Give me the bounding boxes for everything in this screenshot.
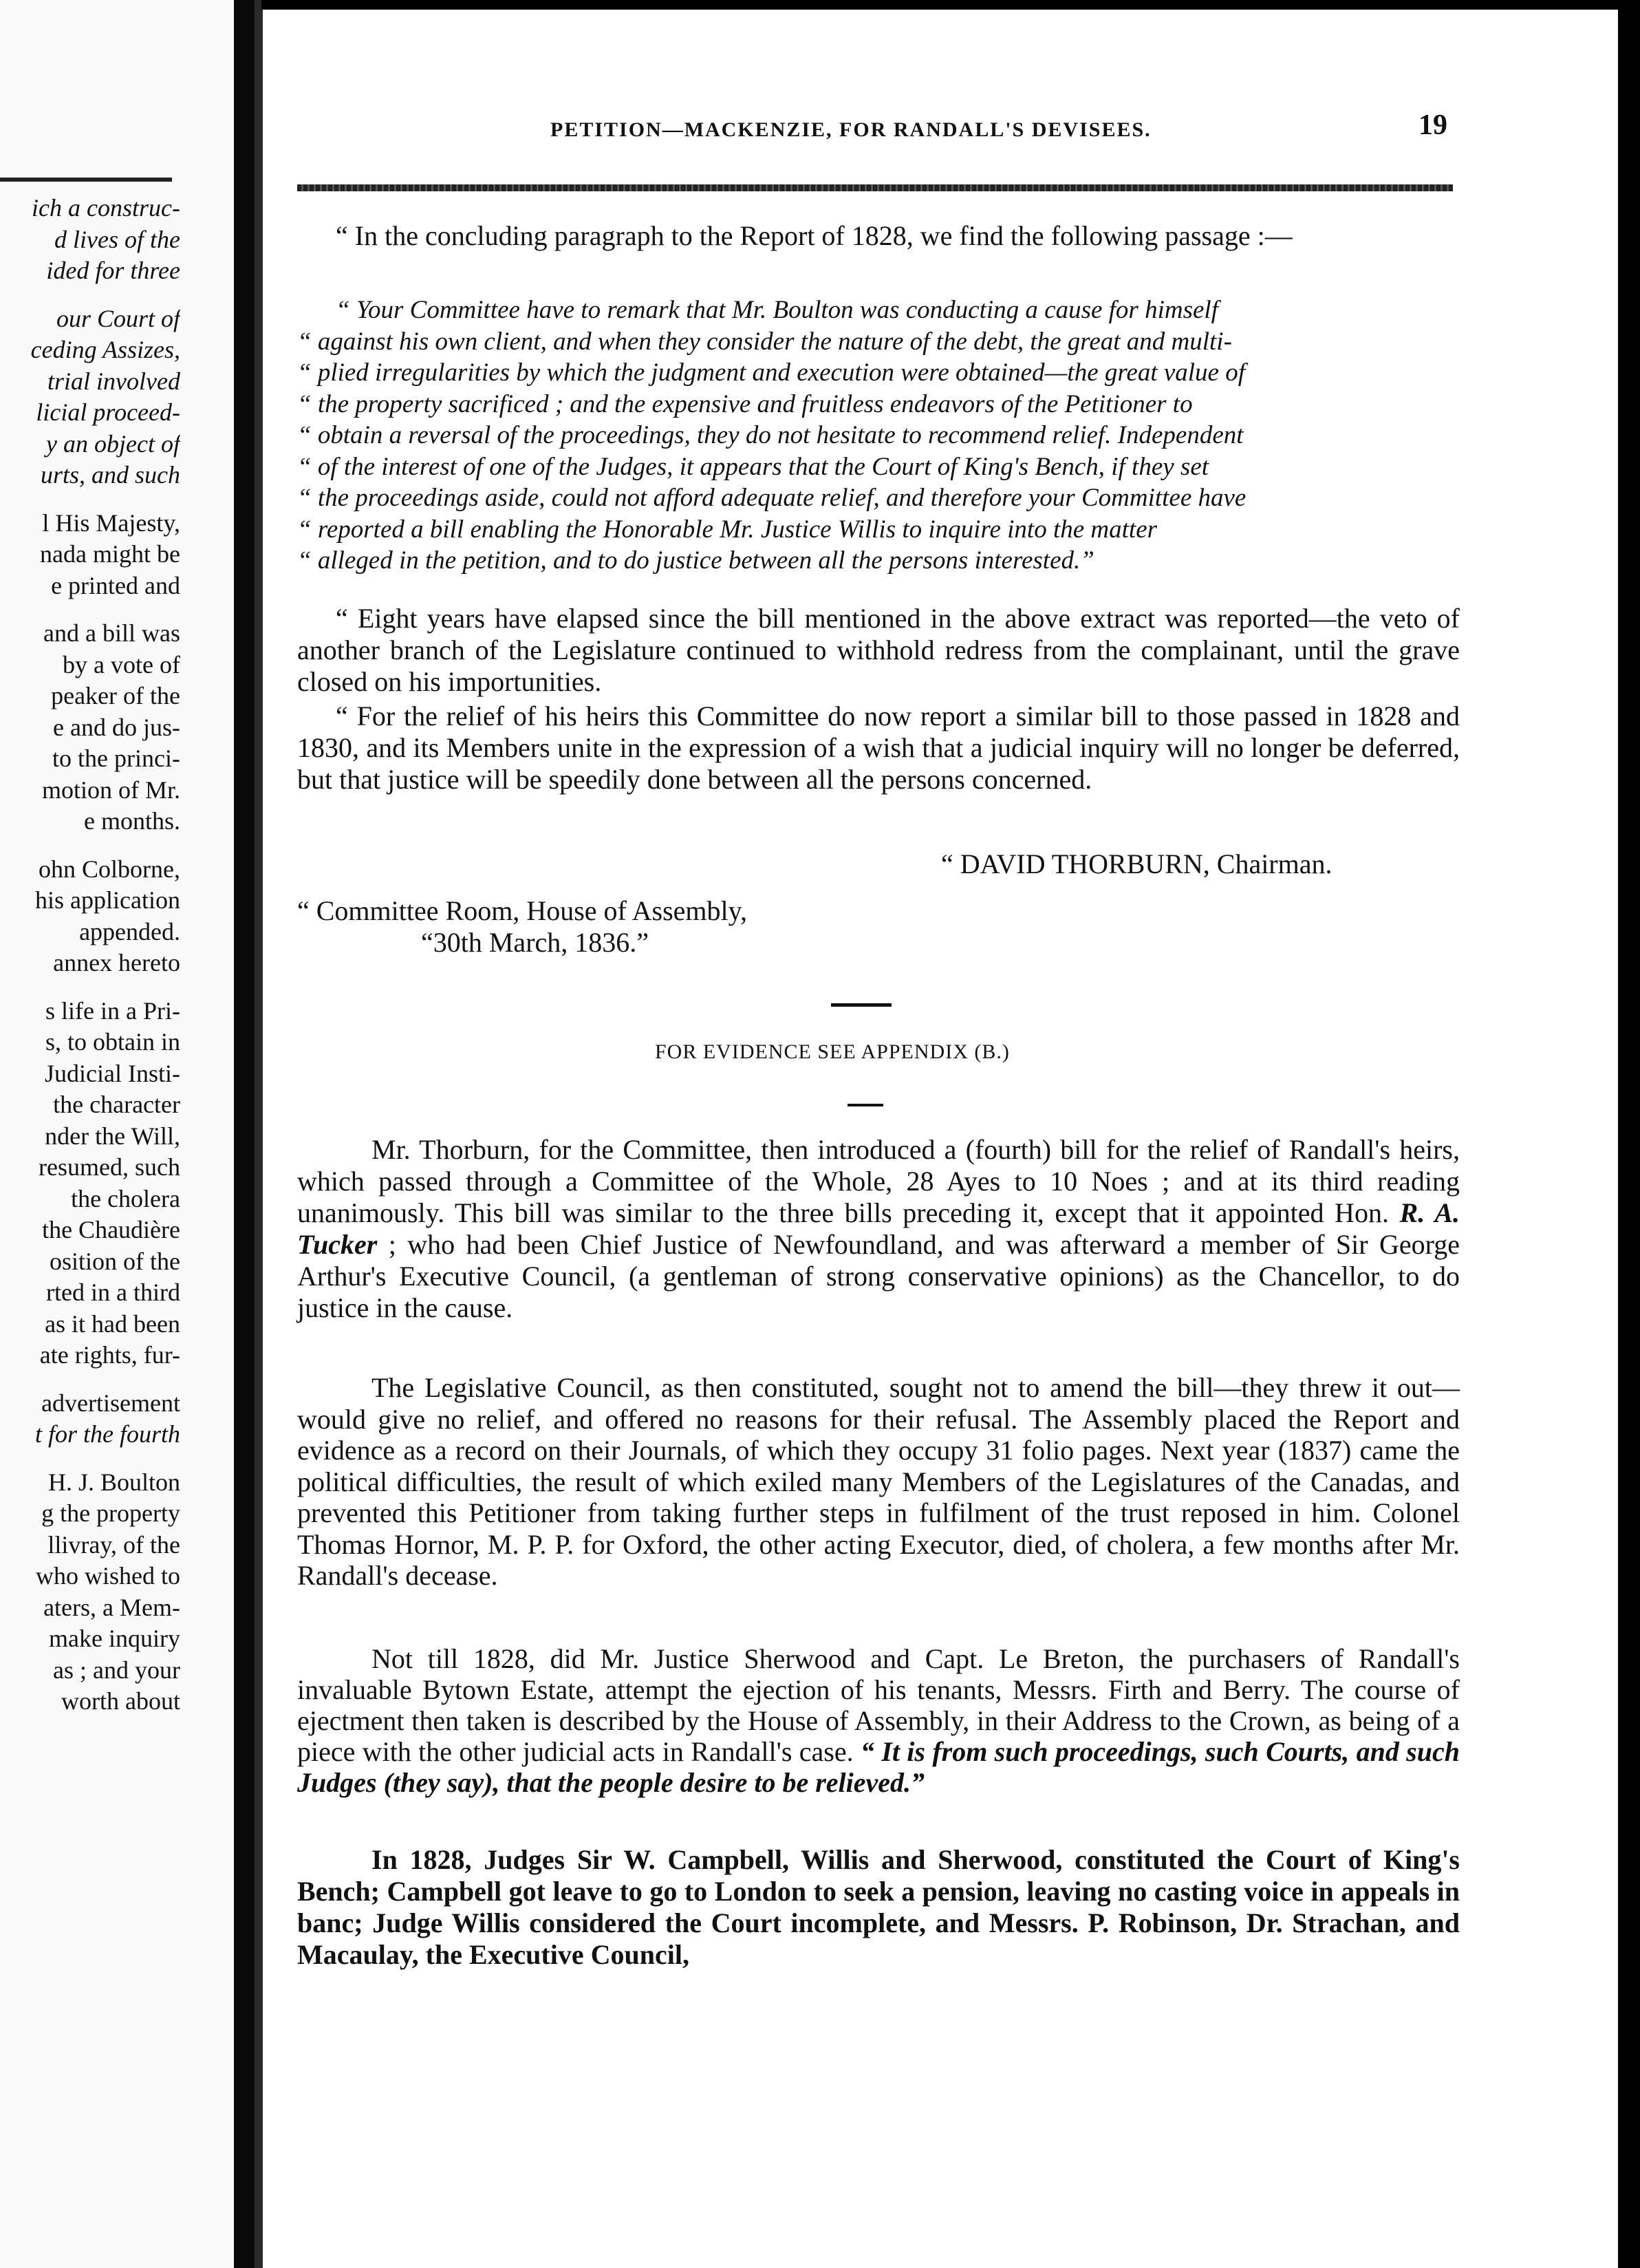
adjacent-page-line: resumed, such [39, 1153, 180, 1181]
adjacent-page-line: e months. [84, 807, 180, 835]
quote-line: “ alleged in the petition, and to do justice between all the persons interested.” [297, 546, 1094, 575]
adjacent-page-line: his application [35, 886, 180, 914]
intro-paragraph: “ In the concluding paragraph to the Report of 1828, we find the following passage :— [336, 220, 1293, 251]
adjacent-page-line: y an object of [46, 429, 180, 458]
committee-room-line: “ Committee Room, House of Assembly, [297, 895, 748, 926]
adjacent-page-line: l His Majesty, [42, 509, 180, 537]
adjacent-page-line: licial proceed- [36, 398, 180, 426]
quote-line: “ the property sacrificed ; and the expensive and fruitless endeavors of the Petitioner to [297, 389, 1193, 418]
adjacent-page-line: t for the fourth [34, 1420, 180, 1448]
paragraph-legislative-council: The Legislative Council, as then constituted, sought not to amend the bill—they threw it out—would give no relief, and offered no reasons for their refusal. The Assembly placed the Report and evidence as a record on their Journals, of which they occupy 31 folio pages. Next year (1837) came the political difficulties, the result of which exiled many Members of the Legislatures of the Canadas, and prevented this Petitioner from taking further steps in fulfilment of the trust reposed in him. Colonel Thomas Hornor, M. P. P. for Oxford, the other acting Executor, died, of cholera, a few months after Mr. Randall's decease. [297, 1372, 1460, 1591]
adjacent-page-line: advertisement [41, 1389, 180, 1417]
adjacent-page-line: motion of Mr. [41, 775, 180, 804]
adjacent-page-line: g the property [41, 1499, 180, 1527]
adjacent-page-line: the Chaudière [42, 1216, 180, 1243]
thorburn-text-a: Mr. Thorburn, for the Committee, then introduced a (fourth) bill for the relief of Randall's heirs, which passed through a Committee of the Whole, 28 Ayes to 10 Noes ; and at its third reading unanimously. This bill was similar to the three bills preceding it, except that it appointed Hon. [297, 1134, 1460, 1228]
report-quote [297, 295, 1460, 577]
quote-line: “ the proceedings aside, could not afford adequate relief, and therefore your Committee have [297, 484, 1247, 512]
adjacent-page-line: osition of the [50, 1247, 180, 1275]
adjacent-page-line: make inquiry [49, 1625, 180, 1652]
adjacent-page-line: appended. [79, 917, 180, 945]
adjacent-page-line: our Court of [56, 304, 180, 332]
tucker-name: R. A. Tucker [297, 1197, 1460, 1260]
adjacent-page-rule [0, 178, 172, 182]
top-border [261, 0, 1637, 10]
adjacent-page-line: nder the Will, [45, 1122, 180, 1150]
adjacent-page-line: the cholera [71, 1184, 180, 1212]
adjacent-page-line: the character [53, 1091, 180, 1118]
paragraph-judges: In 1828, Judges Sir W. Campbell, Willis and Sherwood, constituted the Court of King's Bench; Campbell got leave to go to London to seek a pension, leaving no casting voice in appeals in banc; Judge Willis considered the Court incomplete, and Messrs. P. Robinson, Dr. Strachan, and Macaulay, the Executive Council, [297, 1844, 1460, 1970]
adjacent-page-line: peaker of the [51, 682, 180, 709]
adjacent-page-line: as ; and your [53, 1656, 180, 1684]
adjacent-page-line: aters, a Mem- [43, 1593, 180, 1621]
adjacent-page-line: Judicial Insti- [45, 1059, 180, 1087]
header-rule [297, 184, 1453, 191]
adjacent-page-line: urts, and such [40, 461, 180, 489]
adjacent-page-line: ate rights, fur- [39, 1341, 180, 1369]
adjacent-page-line: rted in a third [46, 1279, 180, 1306]
thorburn-text-b: ; who had been Chief Justice of Newfoundland, and was afterward a member of Sir George Arthur's Executive Council, (a gentleman of strong conservative opinions) as the Chancellor, to do justice in the cause. [297, 1229, 1460, 1323]
quote-line: “ of the interest of one of the Judges, it appears that the Court of King's Bench, if they set [297, 452, 1209, 481]
adjacent-page-line: worth about [61, 1687, 180, 1715]
adjacent-page-line: ceding Assizes, [30, 336, 180, 363]
assembly-quote: “ It is from such proceedings, such Courts, and such Judges (they say), that the people desire to be relieved.” [297, 1736, 1460, 1798]
chairman-signature: “ DAVID THORBURN, Chairman. [941, 848, 1332, 879]
running-head: PETITION—MACKENZIE, FOR RANDALL'S DEVISEES. [550, 118, 1152, 141]
adjacent-page-fragment [0, 0, 234, 2268]
adjacent-page-line: nada might be [40, 540, 180, 568]
adjacent-page-line: to the princi- [52, 745, 180, 772]
adjacent-page-line: ich a construc- [32, 194, 180, 222]
paragraph-sherwood [297, 1643, 1460, 1798]
adjacent-page-line: d lives of the [54, 225, 180, 253]
adjacent-page-line: ohn Colborne, [39, 855, 180, 883]
quote-line: “ plied irregularities by which the judgment and execution were obtained—the great value of [297, 359, 1245, 387]
adjacent-page-line: trial involved [47, 367, 180, 395]
adjacent-page-line: and a bill was [43, 619, 180, 647]
quote-line: “ obtain a reversal of the proceedings, they do not hesitate to recommend relief. Independent [297, 421, 1244, 449]
adjacent-page-line: e and do jus- [53, 713, 180, 741]
paragraph-thorburn-bill [297, 1134, 1460, 1324]
evidence-heading: FOR EVIDENCE SEE APPENDIX (B.) [655, 1040, 1010, 1063]
adjacent-page-line: e printed and [51, 571, 180, 599]
page-number: 19 [1418, 109, 1447, 141]
quote-line: “ against his own client, and when they consider the nature of the debt, the great and multi- [297, 327, 1232, 356]
adjacent-page-line: as it had been [45, 1309, 180, 1338]
adjacent-page-line: annex hereto [53, 949, 180, 976]
date-line: “30th March, 1836.” [421, 927, 649, 958]
paragraph-eight-years: “ Eight years have elapsed since the bill mentioned in the above extract was reported—the veto of another branch of the Legislature continued to withhold redress from the complainant, until the grave closed on his importunities. [297, 603, 1460, 697]
adjacent-page-line: H. J. Boulton [47, 1468, 180, 1496]
gutter-edge [255, 0, 263, 2268]
sherwood-text: Not till 1828, did Mr. Justice Sherwood and Capt. Le Breton, the purchasers of Randall's invaluable Bytown Estate, attempt the ejection of his tenants, Messrs. Firth and Berry. The course of ejectment then taken is described by the House of Assembly, in their Address to the Crown, as being of a piece with the other judicial acts in Randall's case. [297, 1643, 1460, 1767]
adjacent-page-line: llivray, of the [47, 1530, 180, 1559]
section-rule-short [848, 1104, 883, 1106]
adjacent-page-line: who wished to [36, 1562, 180, 1590]
quote-line: “ Your Committee have to remark that Mr. Boulton was conducting a cause for himself [336, 296, 1218, 324]
adjacent-page-line: s life in a Pri- [45, 996, 180, 1025]
paragraph-relief: “ For the relief of his heirs this Committee do now report a similar bill to those passed in 1828 and 1830, and its Members unite in the expression of a wish that a judicial inquiry will no longer be deferred, but that justice will be speedily done between all the persons concerned. [297, 700, 1460, 795]
right-border [1618, 0, 1640, 2268]
adjacent-page-line: s, to obtain in [45, 1028, 180, 1056]
quote-line: “ reported a bill enabling the Honorable Mr. Justice Willis to inquire into the matter [297, 515, 1158, 544]
section-rule [831, 1003, 892, 1007]
adjacent-page-line: ided for three [46, 257, 180, 284]
adjacent-page-line: by a vote of [63, 650, 180, 678]
